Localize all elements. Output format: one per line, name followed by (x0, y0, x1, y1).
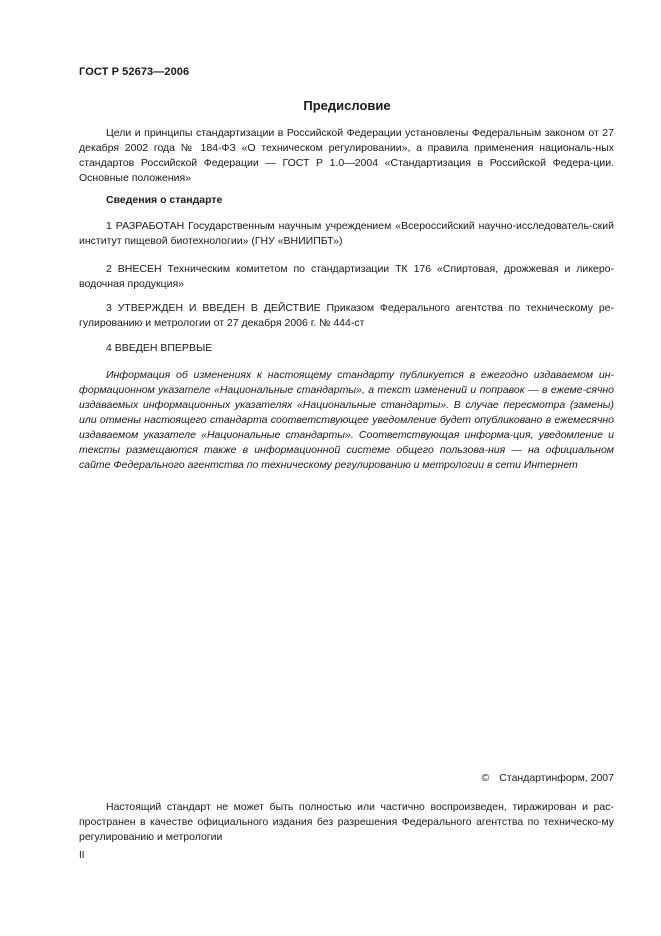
copyright-symbol: © (481, 772, 490, 784)
info-item-developed: 1 РАЗРАБОТАН Государственным научным учреждением «Всероссийский научно-исследователь-ский институт пищевой биотехнологии» (ГНУ «ВНИИПБТ») (79, 220, 614, 247)
page-number: II (79, 850, 85, 861)
copyright-holder: Стандартинформ, 2007 (499, 772, 614, 784)
info-item-submitted: 2 ВНЕСЕН Техническим комитетом по стандартизации ТК 176 «Спиртовая, дрожжевая и ликеро-водочная продукция» (79, 263, 614, 290)
preface-title: Предисловие (303, 98, 391, 113)
info-item-introduced: 4 ВВЕДЕН ВПЕРВЫЕ (106, 342, 213, 354)
reproduction-rights-notice: Настоящий стандарт не может быть полностью или частично воспроизведен, тиражирован и рас-пространен в качестве официального издания без разрешения Федерального агентства по техническо-му регулированию и метрологии (79, 801, 614, 843)
info-item-approved: 3 УТВЕРЖДЕН И ВВЕДЕН В ДЕЙСТВИЕ Приказом Федерального агентства по техническому ре-гулированию и метрологии от 27 декабря 2006 г. № 444-ст (79, 302, 614, 329)
preface-intro: Цели и принципы стандартизации в Российской Федерации установлены Федеральным законом от 27 декабря 2002 года № 184-ФЗ «О техническом регулировании», а правила применения националь-ных стандартов Российской Федерации — ГОСТ Р 1.0—2004 «Стандартизация в Российской Федера-ции. Основные положения» (79, 127, 614, 184)
standard-info-heading: Сведения о стандарте (106, 194, 223, 206)
document-code: ГОСТ Р 52673—2006 (79, 66, 190, 78)
copyright-line (482, 772, 614, 784)
changes-notice: Информация об изменениях к настоящему стандарту публикуется в ежегодно издаваемом ин-формационном указателе «Национальные стандарты», а текст изменений и поправок — в ежеме-сячно издаваемых информационных указателях «Национальные стандарты». В случае пересмотра (замены) или отмены настоящего стандарта соответствующее уведомление будет опубликовано в ежемесячно издаваемом указателе «Национальные стандарты». Соответствующая информа-ция, уведомление и тексты размещаются также в информационной системе общего пользова-ния — на официальном сайте Федерального агентства по техническому регулированию и метрологии в сети Интернет (79, 369, 614, 471)
